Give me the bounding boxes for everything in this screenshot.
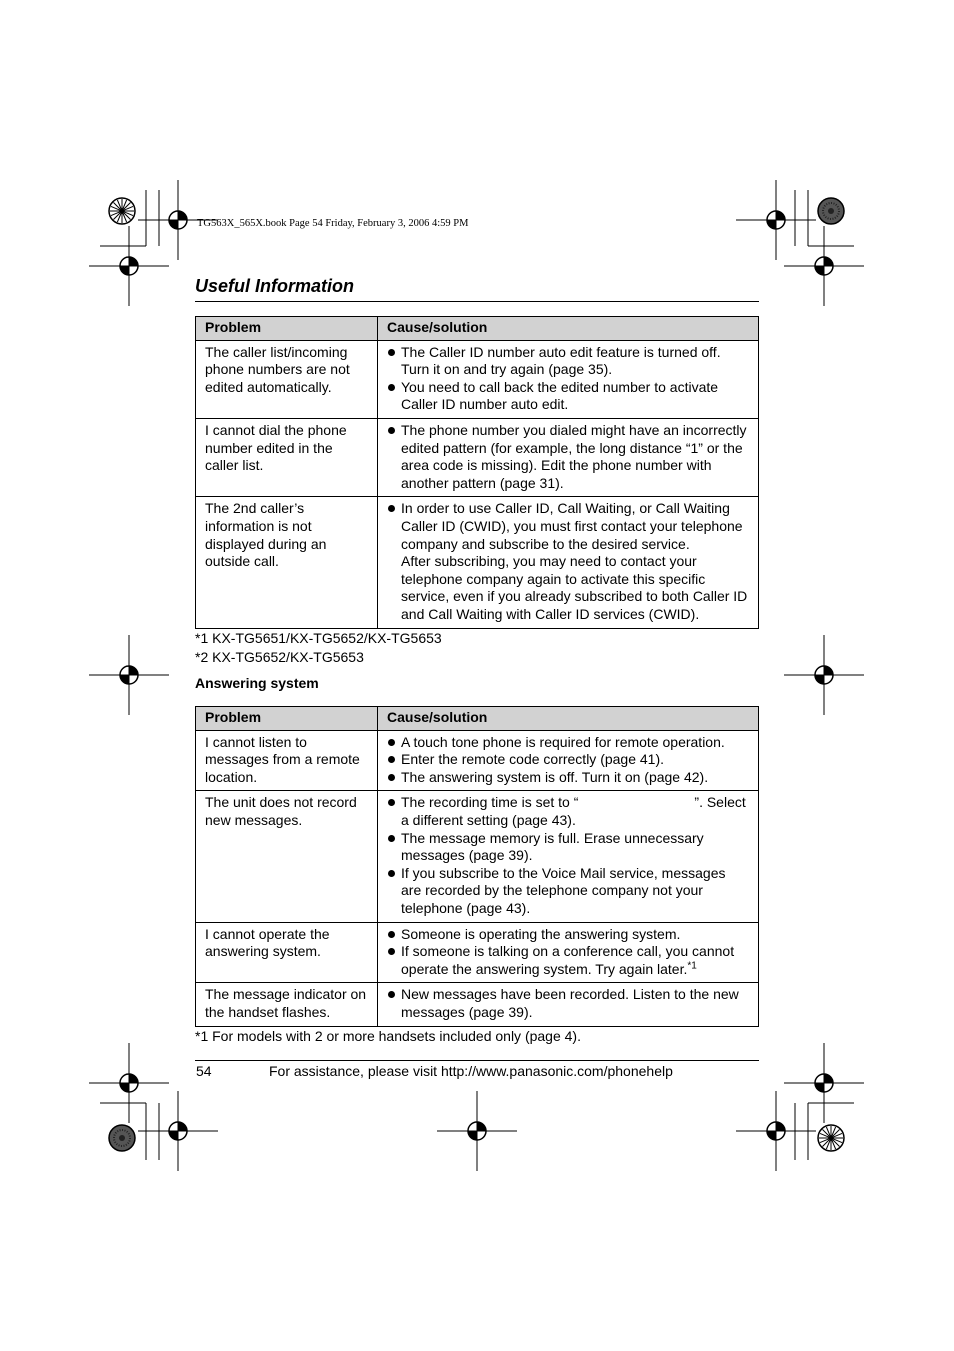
registration-mark	[784, 635, 864, 715]
column-header-cause-solution: Cause/solution	[378, 317, 759, 341]
color-target-mark	[818, 198, 844, 224]
footer-divider	[195, 1060, 759, 1061]
solution-item	[387, 500, 749, 623]
solution-item: New messages have been recorded. Listen to the new messages (page 39).	[387, 986, 749, 1021]
table-header-row	[196, 317, 759, 341]
table-header-row	[196, 707, 759, 731]
subheading-answering-system: Answering system	[195, 675, 319, 691]
registration-mark	[437, 1091, 517, 1171]
registration-mark	[89, 1043, 169, 1123]
solution-item: The Caller ID number auto edit feature is turned off. Turn it on and try again (page 35).	[387, 344, 749, 379]
registration-mark	[736, 180, 816, 260]
troubleshooting-table-answering-system	[195, 706, 759, 1027]
registration-mark	[138, 1091, 218, 1171]
table-row	[196, 418, 759, 496]
registration-mark	[736, 1091, 816, 1171]
troubleshooting-table-caller-id	[195, 316, 759, 629]
registration-mark	[784, 1043, 864, 1123]
table-row	[196, 730, 759, 791]
assistance-text: For assistance, please visit http://www.panasonic.com/phonehelp	[269, 1063, 673, 1079]
problem-cell: The caller list/incoming phone numbers are not edited automatically.	[196, 340, 378, 418]
solution-item: Enter the remote code correctly (page 41).	[387, 751, 749, 769]
column-header-problem: Problem	[196, 317, 378, 341]
registration-mark	[89, 226, 169, 306]
section-title: Useful Information	[195, 276, 355, 296]
registration-mark	[784, 226, 864, 306]
solution-note: After subscribing, you may need to contact your telephone company again to activate this specific service, even if you already subscribed to both Caller ID and Call Waiting with Caller ID services (CWID).	[401, 553, 748, 622]
table-row	[196, 791, 759, 922]
title-divider	[195, 301, 759, 302]
column-header-cause-solution: Cause/solution	[378, 707, 759, 731]
solution-text: In order to use Caller ID, Call Waiting, or Call Waiting Caller ID (CWID), you must first contact your telephone company and subscribe to the desired service.	[401, 500, 743, 552]
solution-cell	[378, 730, 759, 791]
table-row	[196, 983, 759, 1026]
table-row	[196, 340, 759, 418]
solution-item: The answering system is off. Turn it on (page 42).	[387, 769, 749, 787]
registration-mark	[89, 635, 169, 715]
solution-item: Someone is operating the answering system.	[387, 926, 749, 944]
solution-item: If you subscribe to the Voice Mail service, messages are recorded by the telephone company not your telephone (page 43).	[387, 865, 749, 918]
footnote: *2 KX-TG5652/KX-TG5653	[195, 649, 364, 665]
solution-cell	[378, 983, 759, 1026]
color-target-mark	[109, 1125, 135, 1151]
table-row	[196, 497, 759, 628]
solution-item: You need to call back the edited number to activate Caller ID number auto edit.	[387, 379, 749, 414]
solution-item: A touch tone phone is required for remote operation.	[387, 734, 749, 752]
solution-cell	[378, 922, 759, 983]
color-target-mark	[818, 1125, 844, 1151]
footnote-reference: *1	[687, 960, 697, 972]
footnote: *1 For models with 2 or more handsets included only (page 4).	[195, 1028, 581, 1044]
page-number: 54	[196, 1063, 212, 1079]
solution-item: The message memory is full. Erase unnecessary messages (page 39).	[387, 830, 749, 865]
solution-item: The phone number you dialed might have an incorrectly edited pattern (for example, the long distance “1” or the area code is missing). Edit the phone number with another pattern (page 31).	[387, 422, 749, 492]
solution-text: If someone is talking on a conference call, you cannot operate the answering system. Try again later.	[401, 943, 735, 977]
solution-item	[387, 943, 749, 978]
problem-cell: The 2nd caller’s information is not displayed during an outside call.	[196, 497, 378, 628]
color-target-mark	[109, 198, 135, 224]
problem-cell: The message indicator on the handset flashes.	[196, 983, 378, 1026]
problem-cell: I cannot listen to messages from a remote location.	[196, 730, 378, 791]
problem-cell: I cannot operate the answering system.	[196, 922, 378, 983]
solution-cell	[378, 340, 759, 418]
solution-text: The recording time is set to “	[401, 794, 579, 811]
problem-cell: I cannot dial the phone number edited in the caller list.	[196, 418, 378, 496]
column-header-problem: Problem	[196, 707, 378, 731]
solution-cell	[378, 497, 759, 628]
table-row	[196, 922, 759, 983]
solution-item	[387, 794, 749, 829]
solution-cell	[378, 418, 759, 496]
solution-text: ”. Select a different setting (page 43).	[401, 794, 746, 828]
book-header: TG563X_565X.book Page 54 Friday, February 3, 2006 4:59 PM	[197, 218, 469, 229]
footnote: *1 KX-TG5651/KX-TG5652/KX-TG5653	[195, 630, 442, 646]
solution-cell	[378, 791, 759, 922]
problem-cell: The unit does not record new messages.	[196, 791, 378, 922]
